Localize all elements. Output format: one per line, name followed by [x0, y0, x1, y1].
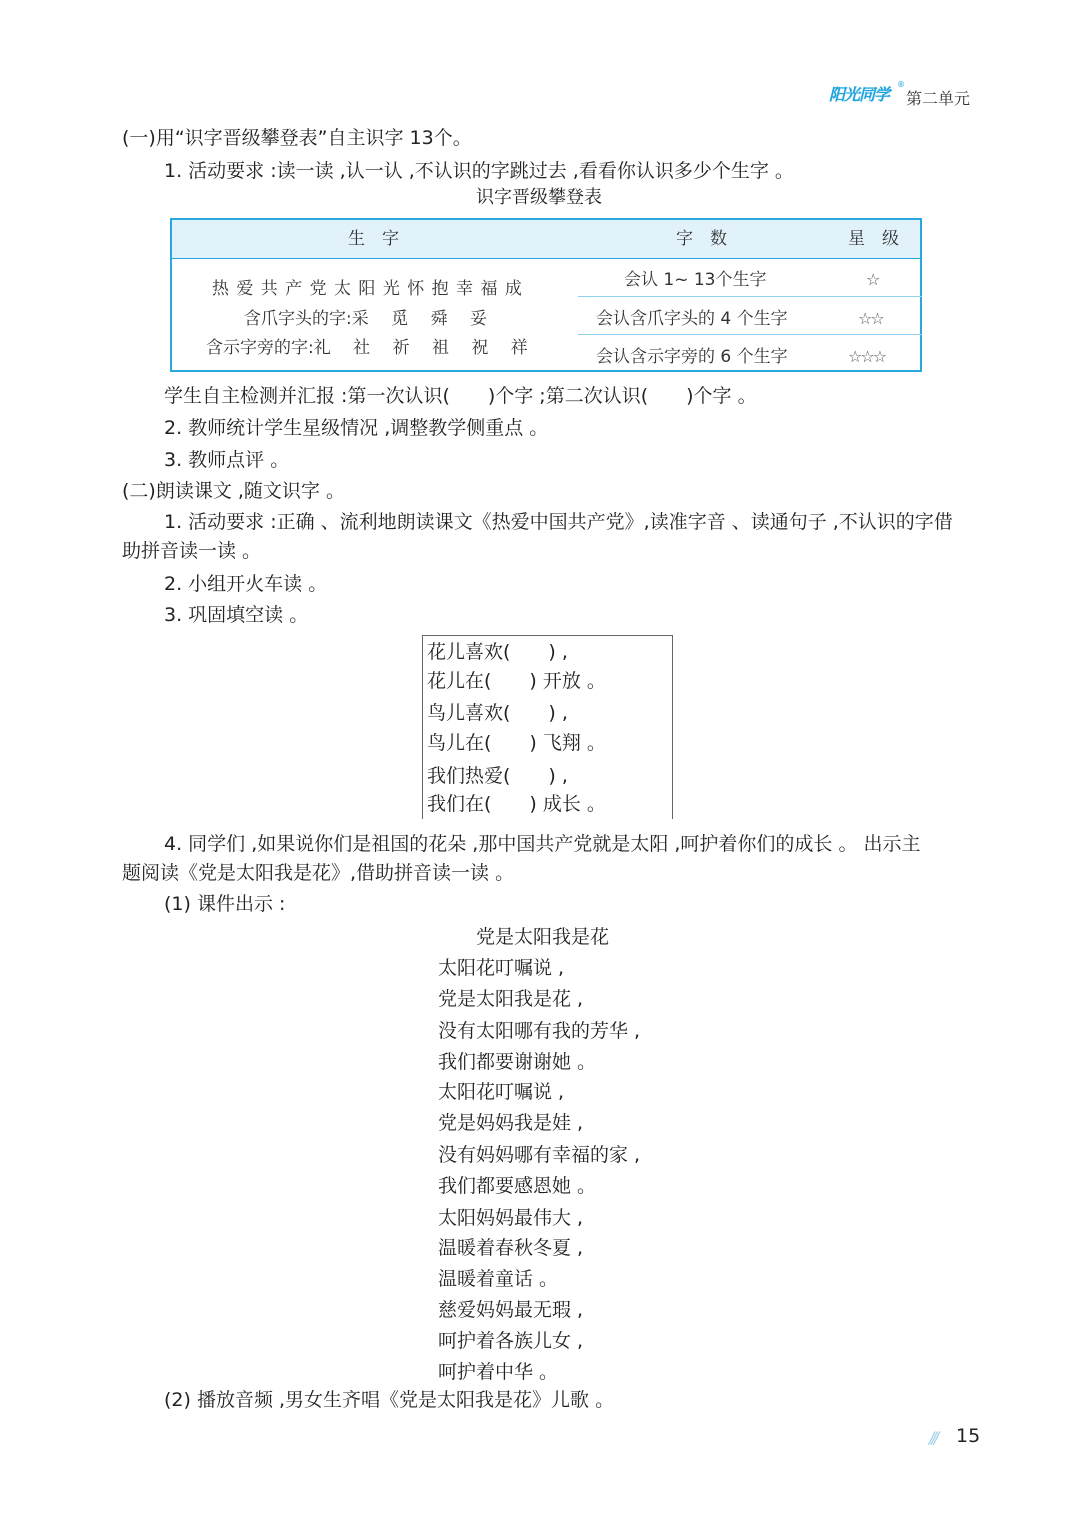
- poem-line: 呵护着中华 。: [438, 1361, 559, 1383]
- poem-line: 太阳花叮嘱说 ,: [438, 1081, 565, 1103]
- fill-line: 我们热爱( ) ,: [427, 765, 568, 787]
- star-rating-3: ☆☆☆: [848, 347, 886, 366]
- poem-line: 太阳花叮嘱说 ,: [438, 957, 565, 979]
- sub-item-2: (2) 播放音频 ,男女生齐唱《党是太阳我是花》儿歌 。: [164, 1389, 615, 1411]
- header-stars: 星 级: [848, 229, 899, 249]
- poem-title: 党是太阳我是花: [476, 926, 610, 948]
- section2-item4-line2: 题阅读《党是太阳我是花》,借助拼音读一读 。: [122, 862, 515, 884]
- poem-line: 温暖着童话 。: [438, 1268, 559, 1290]
- poem-line: 温暖着春秋冬夏 ,: [438, 1237, 584, 1259]
- fill-line: 鸟儿喜欢( ) ,: [427, 702, 568, 724]
- brand-logo: [829, 80, 905, 108]
- section2-item4-line1: 4. 同学们 ,如果说你们是祖国的花朵 ,那中国共产党就是太阳 ,呵护着你们的成长 。 出示主: [164, 833, 921, 855]
- fill-in-blank-box: [422, 635, 673, 819]
- fill-line: 我们在( ) 成长 。: [427, 793, 606, 815]
- table-title: 识字晋级攀登表: [476, 187, 602, 208]
- poem-line: 太阳妈妈最伟大 ,: [438, 1207, 584, 1229]
- poem-line: 我们都要谢谢她 。: [438, 1051, 597, 1073]
- chars-row-1: 热 爱 共 产 党 太 阳 光 怀 抱 幸 福 成: [212, 279, 523, 299]
- poem-line: 没有太阳哪有我的芳华 ,: [438, 1020, 641, 1042]
- poem-line: 党是妈妈我是娃 ,: [438, 1112, 584, 1134]
- row-divider: [578, 296, 922, 297]
- count-row-1: 会认 1~ 13个生字: [624, 270, 767, 290]
- sub-item-1: (1) 课件出示 :: [164, 893, 286, 915]
- section2-item2: 2. 小组开火车读 。: [164, 573, 328, 595]
- fill-line: 鸟儿在( ) 飞翔 。: [427, 732, 606, 754]
- poem-line: 党是太阳我是花 ,: [438, 988, 584, 1010]
- poem-line: 没有妈妈哪有幸福的家 ,: [438, 1144, 641, 1166]
- logo-registered-mark: ®: [897, 80, 905, 89]
- header-characters: 生 字: [348, 229, 399, 249]
- poem-line: 呵护着各族儿女 ,: [438, 1330, 584, 1352]
- header-count: 字 数: [676, 229, 727, 249]
- unit-label: 第二单元: [906, 89, 971, 108]
- fill-line: 花儿在( ) 开放 。: [427, 670, 606, 692]
- section2-item3: 3. 巩固填空读 。: [164, 604, 309, 626]
- count-row-2: 会认含爪字头的 4 个生字: [596, 309, 788, 329]
- chars-row-2: 含爪字头的字:采 觅 舜 妥: [244, 309, 487, 329]
- star-rating-1: ☆: [866, 270, 879, 289]
- section2-item1-line2: 助拼音读一读 。: [122, 540, 262, 562]
- row-divider: [578, 334, 922, 335]
- section1-item1: 1. 活动要求 :读一读 ,认一认 ,不认识的字跳过去 ,看看你认识多少个生字 。: [164, 160, 794, 182]
- table-header-row: [172, 220, 920, 259]
- literacy-table: [170, 218, 922, 372]
- poem-line: 我们都要感恩她 。: [438, 1175, 597, 1197]
- section1-item3: 3. 教师点评 。: [164, 449, 290, 471]
- chars-row-3: 含示字旁的字:礼 社 祈 祖 祝 祥: [206, 338, 528, 358]
- logo-text: 阳光同学: [829, 85, 890, 104]
- page-number: 15: [956, 1425, 981, 1447]
- poem-line: 慈爱妈妈最无瑕 ,: [438, 1299, 584, 1321]
- section2-title: (二)朗读课文 ,随文识字 。: [122, 480, 345, 502]
- section1-item2: 2. 教师统计学生星级情况 ,调整教学侧重点 。: [164, 417, 549, 439]
- section2-item1-line1: 1. 活动要求 :正确 、流利地朗读课文《热爱中国共产党》,读准字音 、读通句子 ,不认识的字借: [164, 511, 953, 533]
- self-check-report: 学生自主检测并汇报 :第一次认识( )个字 ;第二次认识( )个字 。: [164, 385, 757, 407]
- page-decoration: ///: [929, 1428, 937, 1447]
- count-row-3: 会认含示字旁的 6 个生字: [596, 347, 788, 367]
- fill-line: 花儿喜欢( ) ,: [427, 641, 568, 663]
- section1-title: (一)用“识字晋级攀登表”自主识字 13个。: [122, 127, 472, 149]
- star-rating-2: ☆☆: [858, 309, 883, 328]
